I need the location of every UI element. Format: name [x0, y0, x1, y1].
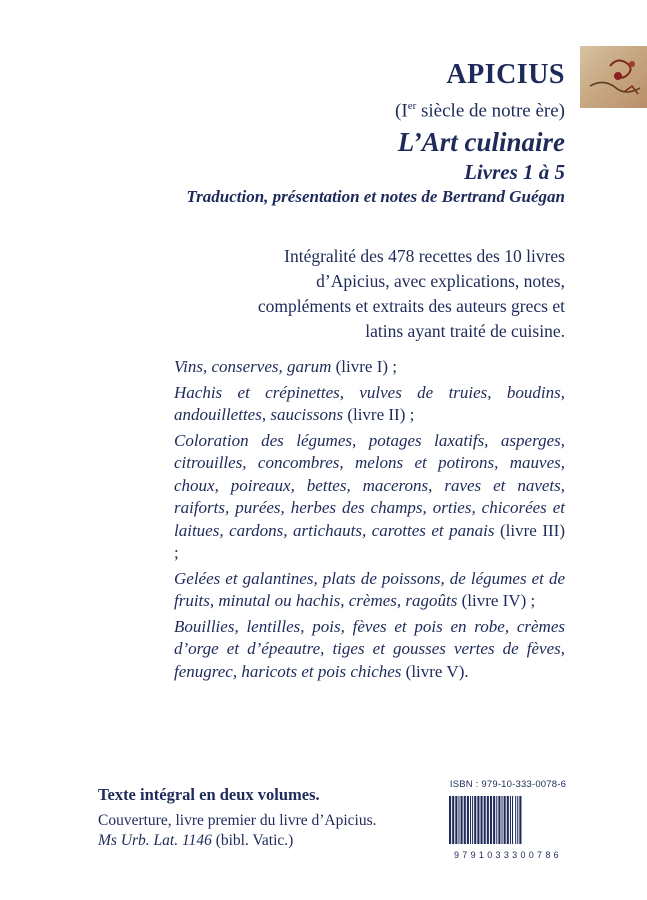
barcode-bar: [474, 796, 476, 844]
isbn-label: ISBN : 979-10-333-0078-6: [449, 779, 567, 790]
barcode-bar: [467, 796, 469, 844]
barcode-bar: [498, 796, 500, 844]
entry-book-ref: (livre III) ;: [174, 520, 565, 562]
entry-topics: Coloration des légumes, potages laxatifs, asperges, citrouilles, concombres, melons et potirons, mauves, choux, poireaux, bettes, macerons, raves et navets, raiforts, purées, herbes des champs, orties, chicorées et laitues, cardons, artichauts, carottes et panais: [174, 430, 565, 540]
barcode-bar: [458, 796, 459, 844]
contents-entry-livre-2: [174, 382, 565, 427]
barcode-bar: [461, 796, 463, 844]
entry-book-ref: (livre IV) ;: [457, 591, 536, 610]
barcode-bar: [487, 796, 489, 844]
author-heading: [65, 58, 565, 123]
entry-book-ref: (livre V).: [401, 661, 469, 681]
entry-topics: Bouillies, lentilles, pois, fèves et pois en robe, crèmes d’orge et d’épeautre, tiges et gousses vertes de fèves, fenugrec, haricots et pois chiches: [174, 616, 565, 681]
century-numeral: I: [401, 100, 408, 122]
cover-credit-line: Couverture, livre premier du livre d’Apicius.: [98, 812, 377, 829]
barcode-bar: [472, 796, 473, 844]
barcode-bar: [455, 796, 457, 844]
barcode-bar: [507, 796, 509, 844]
century-open-paren: (: [395, 100, 402, 122]
barcode-bar: [517, 796, 518, 844]
library-name: (bibl. Vatic.): [211, 832, 294, 849]
manuscript-reference: [98, 831, 428, 851]
contents-list: [174, 356, 565, 683]
barcode-bar: [519, 796, 521, 844]
books-range: Livres 1 à 5: [464, 160, 565, 184]
barcode-bar: [484, 796, 486, 844]
barcode-bar: [502, 796, 503, 844]
entry-topics: Vins, conserves, garum: [174, 357, 332, 376]
barcode-bar: [510, 796, 511, 844]
volumes-note: Texte intégral en deux volumes.: [98, 785, 320, 804]
intro-line: Intégralité des 478 recettes des 10 livres: [284, 246, 565, 266]
barcode-icon: [447, 796, 569, 844]
author-period: [65, 94, 565, 123]
barcode-bar: [512, 796, 513, 844]
entry-book-ref: (livre I) ;: [331, 357, 397, 376]
barcode-bar: [470, 796, 471, 844]
entry-topics: Gelées et galantines, plats de poissons, de légumes et de fruits, minutal ou hachis, crèmes, ragoûts: [174, 568, 565, 610]
author-name: APICIUS: [446, 59, 565, 90]
barcode-bar: [515, 796, 516, 844]
barcode-bar: [477, 796, 479, 844]
contents-entry-livre-5: [174, 616, 565, 684]
barcode-bar: [452, 796, 454, 844]
intro-line: d’Apicius, avec explications, notes,: [316, 271, 565, 291]
barcode-bar: [504, 796, 506, 844]
edition-notes: [98, 784, 428, 851]
barcode-bar: [493, 796, 495, 844]
barcode-bar: [449, 796, 451, 844]
barcode-bar: [481, 796, 483, 844]
barcode-bar: [490, 796, 492, 844]
intro-paragraph: [185, 244, 565, 344]
intro-line: compléments et extraits des auteurs grecs et: [257, 296, 565, 316]
translator-credit: Traduction, présentation et notes de Bertrand Guégan: [186, 187, 565, 206]
entry-topics: Hachis et crépinettes, vulves de truies, boudins, andouillettes, saucissons: [174, 382, 565, 424]
barcode-digits: 9791033300786: [454, 850, 562, 860]
intro-line: latins ayant traité de cuisine.: [365, 321, 565, 341]
cover-illustration-thumbnail: [580, 46, 647, 108]
century-superscript: er: [407, 100, 417, 112]
work-title: L’Art culinaire: [397, 127, 565, 157]
manuscript-shelfmark: Ms Urb. Lat. 1146: [98, 832, 212, 849]
manuscript-ornament-icon: [580, 46, 647, 108]
contents-entry-livre-1: [174, 356, 565, 379]
contents-entry-livre-4: [174, 568, 565, 613]
entry-book-ref: (livre II) ;: [343, 405, 415, 424]
isbn-block: [447, 779, 569, 860]
contents-entry-livre-3: [174, 430, 565, 565]
barcode-bar: [496, 796, 497, 844]
work-heading: [5, 125, 565, 208]
century-rest: siècle de notre ère): [416, 100, 565, 122]
barcode-bar: [464, 796, 466, 844]
